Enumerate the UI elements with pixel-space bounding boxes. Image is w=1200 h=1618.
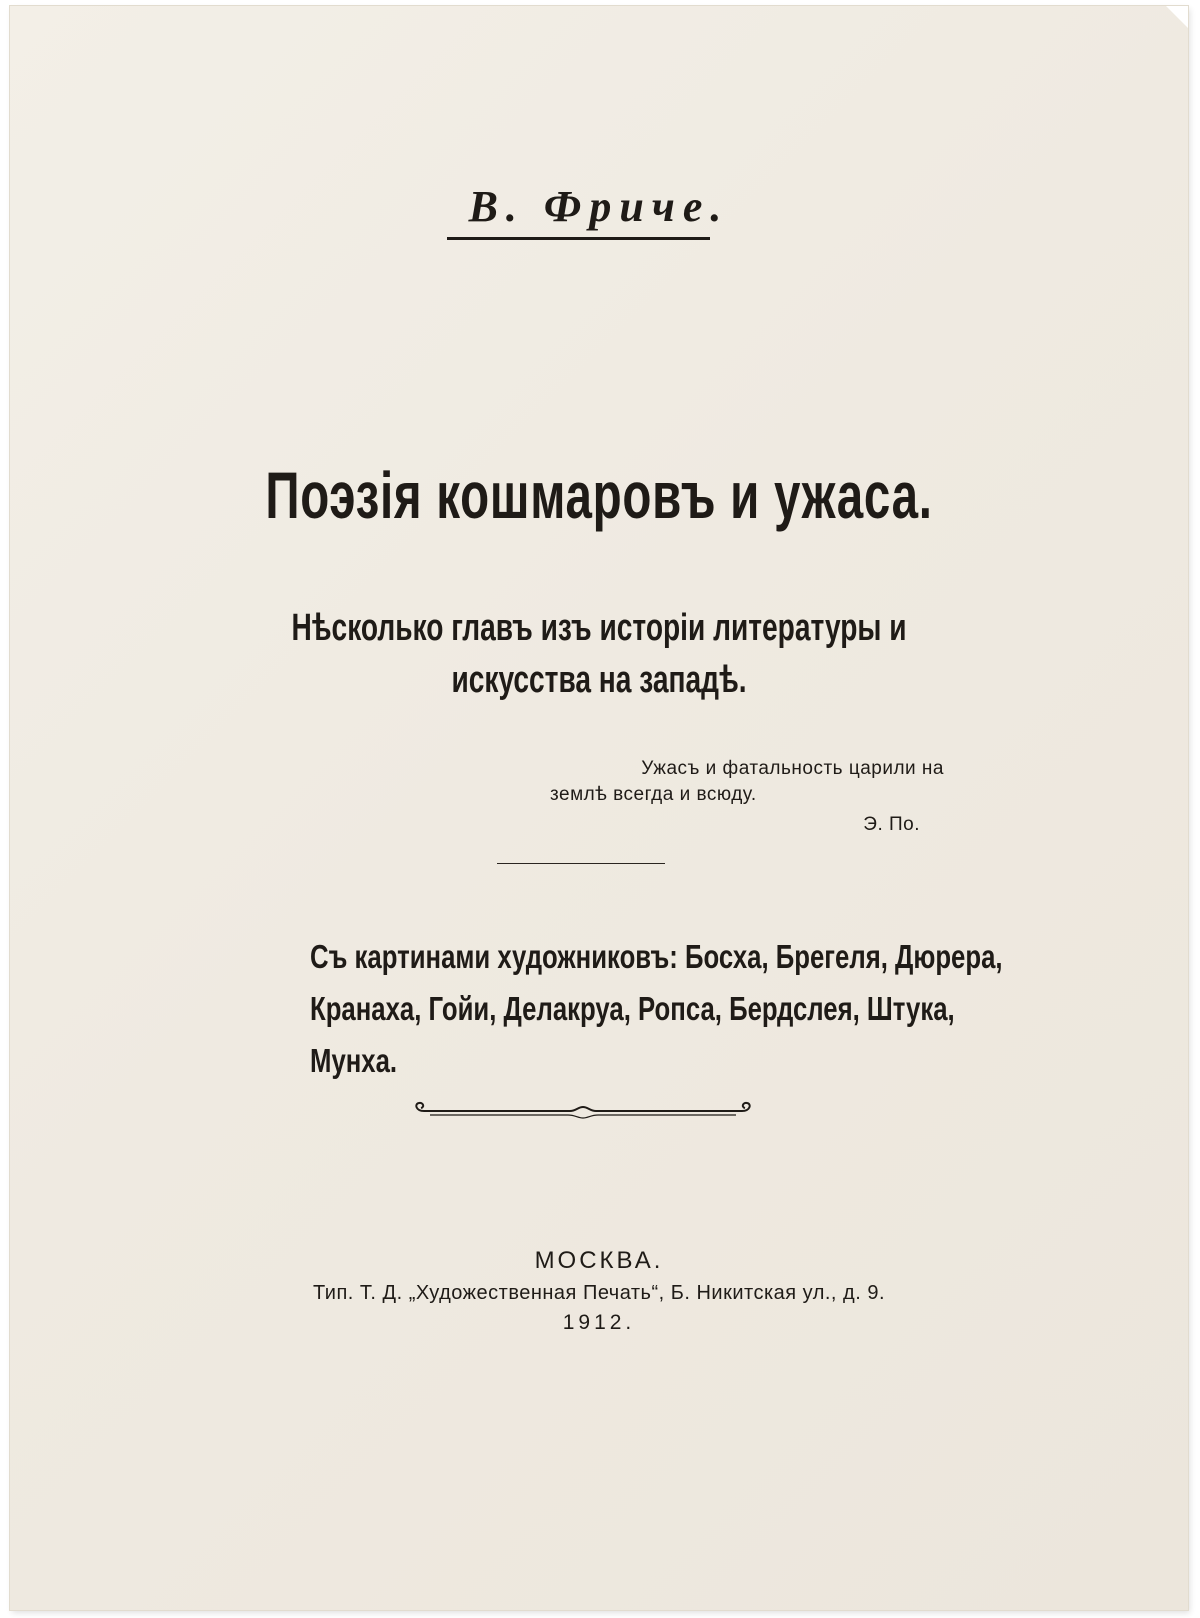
- author-name: В. Фриче.: [468, 182, 730, 231]
- epigraph-line-2: землѣ всегда и всюду.: [550, 784, 757, 805]
- book-subtitle: [163, 602, 1035, 706]
- imprint: [10, 1246, 1188, 1338]
- epigraph-line-1: Ужасъ и фатальность царили на: [641, 758, 944, 779]
- paper-corner: [1166, 6, 1188, 28]
- ornamental-rule-icon: [410, 1098, 756, 1124]
- epigraph-attribution: Э. По.: [863, 814, 920, 835]
- artists-line-1: Съ картинами художниковъ: Босха, Брегеля, Дюрера,: [310, 938, 1003, 975]
- publication-year: 1912.: [562, 1311, 636, 1334]
- divider-line: [497, 863, 665, 864]
- illustrations-note: [310, 931, 1003, 1087]
- printer-address: Тип. Т. Д. „Художественная Печать“, Б. Никитская ул., д. 9.: [312, 1282, 886, 1304]
- subtitle-line-2: искусства на западѣ.: [451, 659, 747, 701]
- author-underline: [447, 237, 710, 240]
- artists-line-3: Мунха.: [310, 1042, 398, 1079]
- publication-city: МОСКВА.: [534, 1247, 664, 1274]
- subtitle-line-1: Нѣсколько главъ изъ исторіи литературы и: [291, 607, 907, 649]
- epigraph: [550, 756, 950, 838]
- book-title-page: [10, 6, 1188, 1610]
- artists-line-2: Кранаха, Гойи, Делакруа, Ропса, Бердслея, Штука,: [310, 990, 955, 1027]
- book-title: Поэзія кошмаровъ и ужаса.: [265, 458, 933, 532]
